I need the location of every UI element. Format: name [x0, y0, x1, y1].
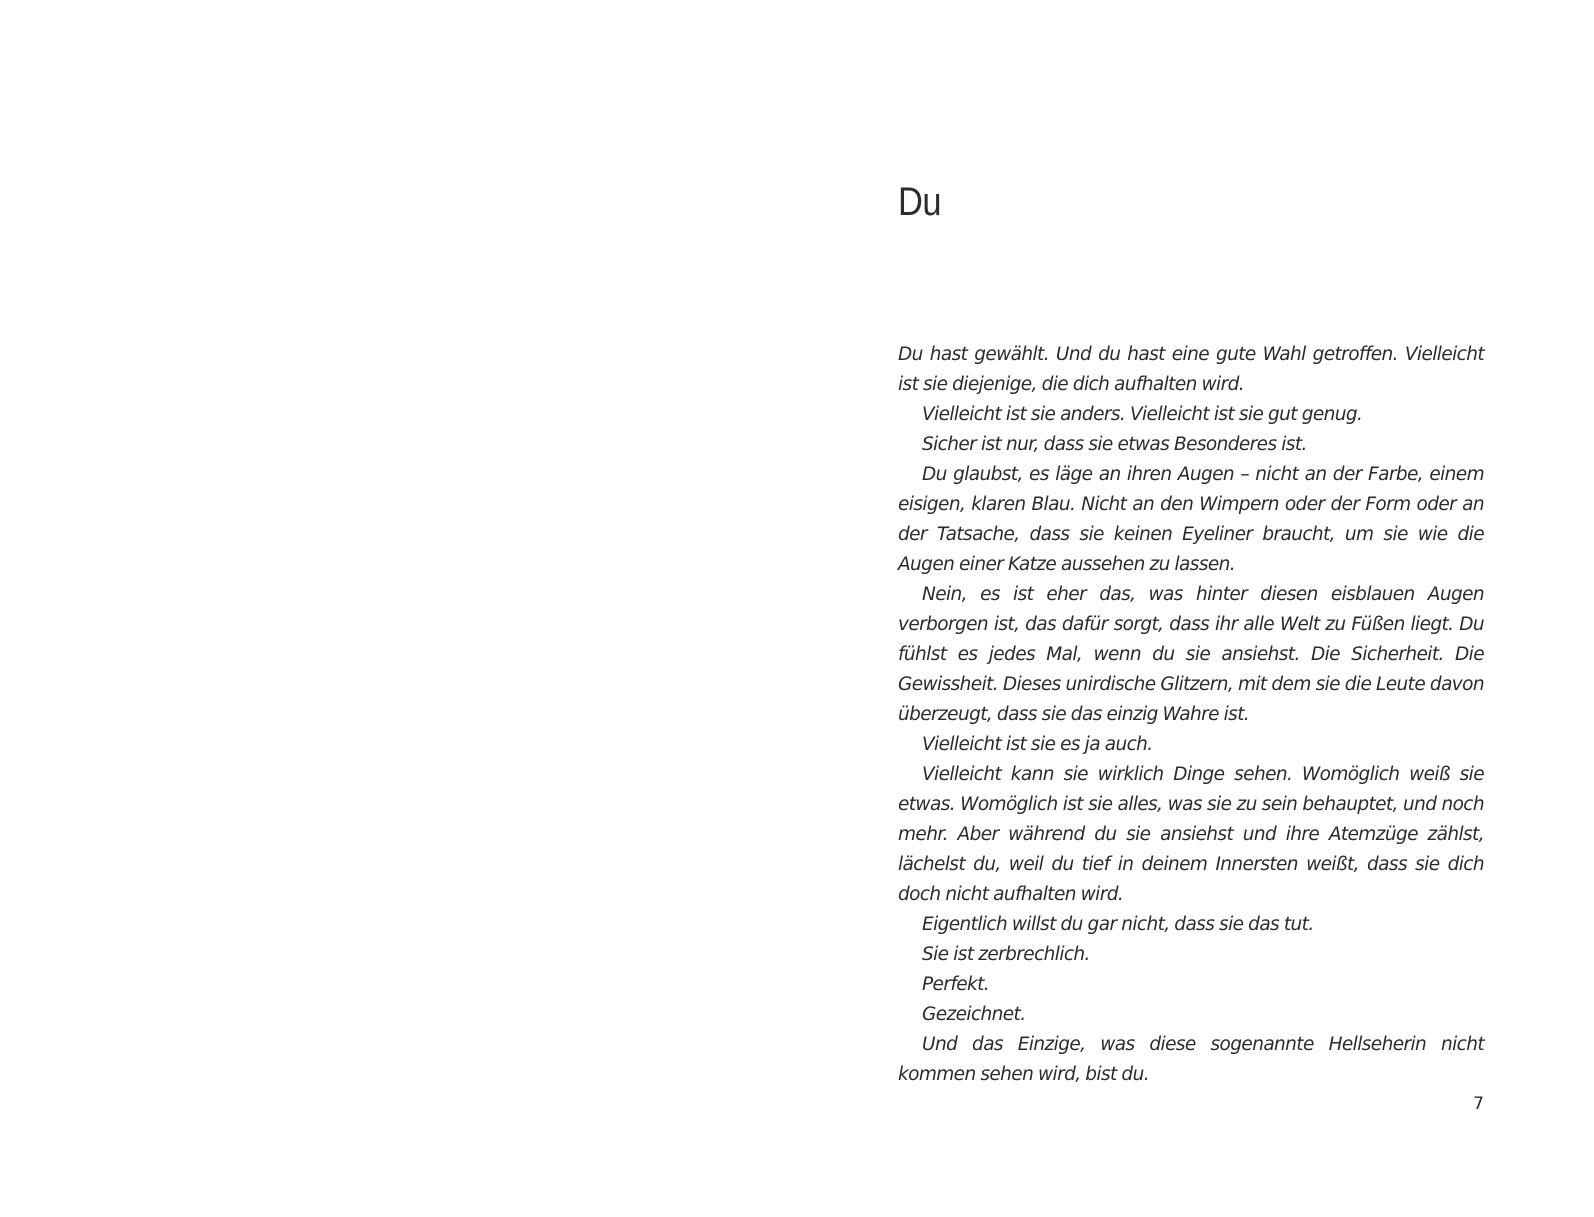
paragraph: Eigentlich willst du gar nicht, dass sie das tut. [922, 914, 1314, 935]
paragraph: Und das Einzige, was diese sogenannte Hellseherin nicht kommen sehen wird, bist du. [898, 1034, 1484, 1085]
paragraph: Vielleicht kann sie wirklich Dinge sehen. Womöglich weiß sie etwas. Womöglich ist sie alles, was sie zu sein behauptet, und noch mehr. Aber während du sie ansiehst und ihre Atemzüge zählst, lächelst du, weil du tief in deinem Innersten weißt, dass sie dich doch nicht aufhalten wird. [898, 764, 1484, 905]
chapter-body [898, 340, 1484, 1090]
paragraph: Gezeichnet. [922, 1004, 1026, 1025]
paragraph: Perfekt. [922, 974, 990, 995]
paragraph: Vielleicht ist sie es ja auch. [922, 734, 1153, 755]
paragraph: Vielleicht ist sie anders. Vielleicht ist sie gut genug. [922, 404, 1363, 425]
paragraph: Sicher ist nur, dass sie etwas Besonderes ist. [922, 434, 1307, 455]
paragraph: Du glaubst, es läge an ihren Augen – nicht an der Farbe, einem eisigen, klaren Blau. Nicht an den Wimpern oder der Form oder an der Tatsache, dass sie keinen Eyeliner braucht, um sie wie die Augen einer Katze aussehen zu lassen. [898, 464, 1484, 575]
chapter-title: Du [898, 180, 942, 224]
paragraph: Du hast gewählt. Und du hast eine gute Wahl getroffen. Vielleicht ist sie diejenige, die dich aufhalten wird. [898, 344, 1484, 395]
page-number: 7 [1473, 1094, 1484, 1114]
paragraph: Nein, es ist eher das, was hinter diesen eisblauen Augen verborgen ist, das dafür sorgt, dass ihr alle Welt zu Füßen liegt. Du fühlst es jedes Mal, wenn du sie ansiehst. Die Sicherheit. Die Gewissheit. Dieses unirdische Glitzern, mit dem sie die Leute davon überzeugt, dass sie das einzig Wahre ist. [898, 584, 1484, 725]
paragraph: Sie ist zerbrechlich. [922, 944, 1090, 965]
